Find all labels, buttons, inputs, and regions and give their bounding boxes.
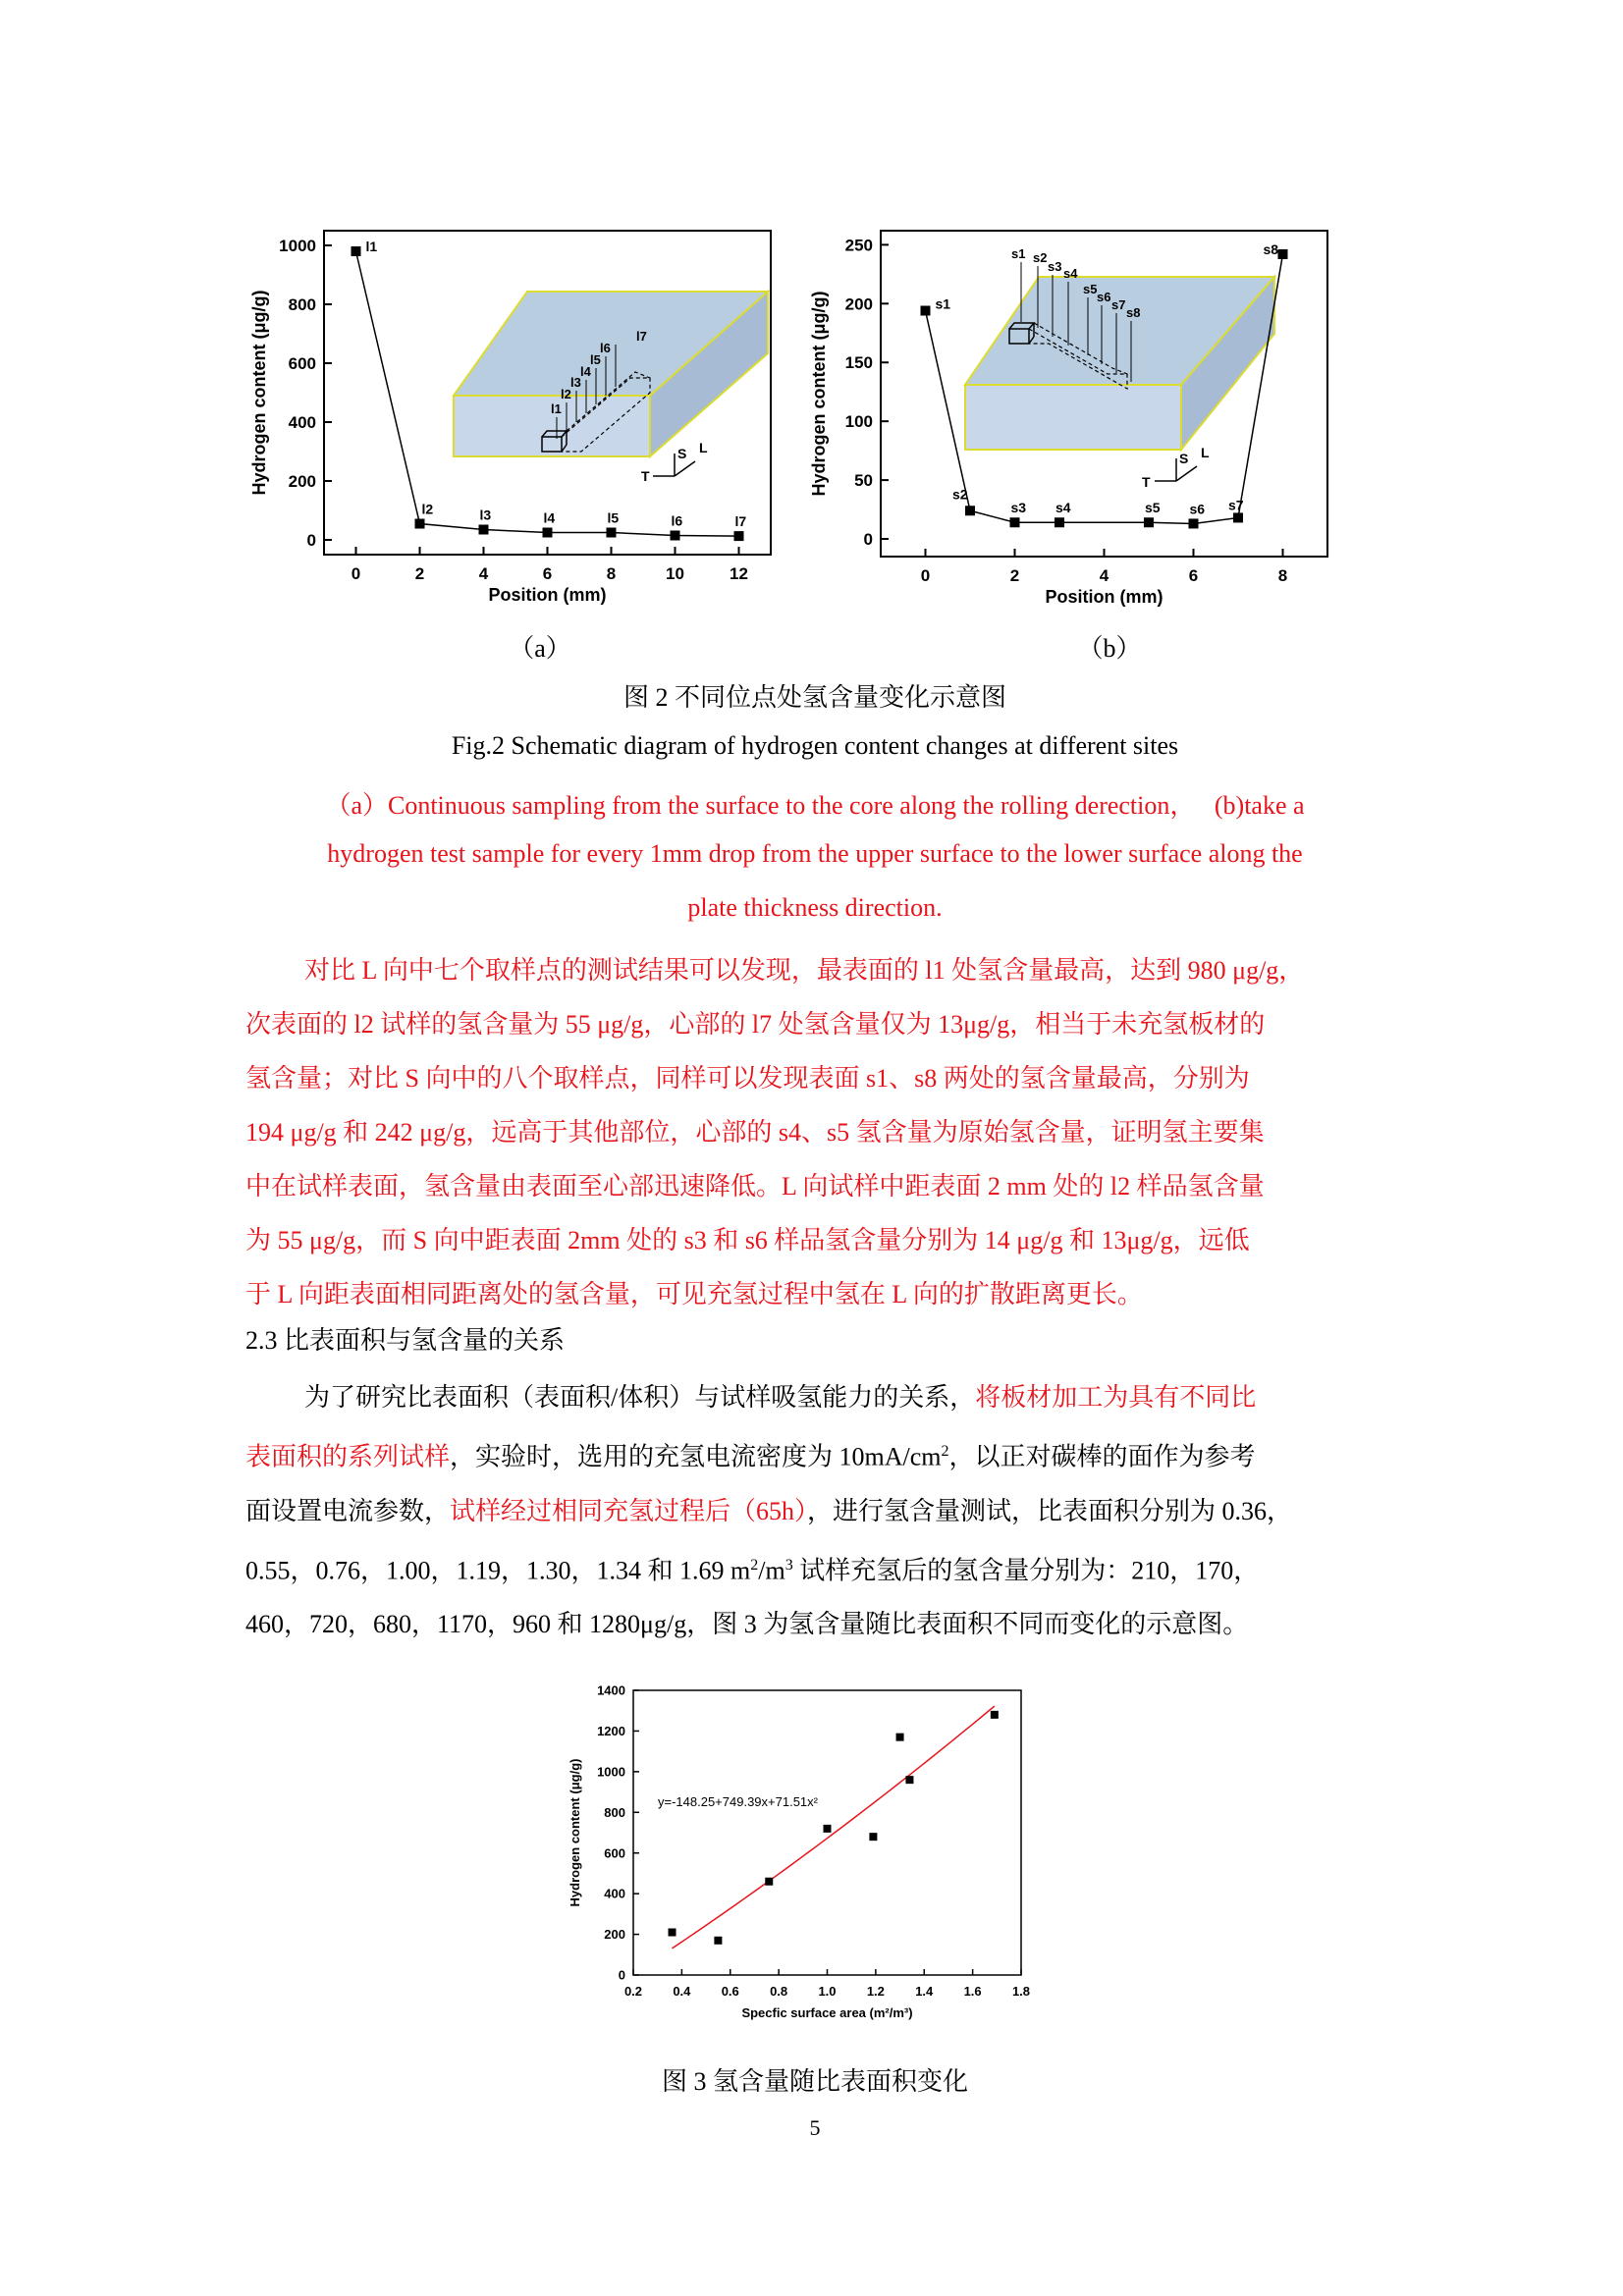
paragraph-line: 次表面的 l2 试样的氢含量为 55 μg/g，心部的 l7 处氢含量仅为 13μg/g，相当于未充氢板材的 [245, 1010, 1266, 1039]
p2-text-red: 将板材加工为具有不同比 [975, 1383, 1257, 1412]
x-tick-label: 1.8 [1011, 1984, 1031, 1999]
inset-a-label: l4 [580, 364, 591, 379]
x-tick-label: 0 [920, 566, 931, 585]
inset-axis-s: S [1179, 451, 1189, 466]
y-tick-label: 800 [288, 294, 316, 314]
inset-a-label: l5 [590, 352, 601, 367]
data-point [352, 246, 361, 256]
y-tick-label: 0 [863, 529, 873, 549]
y-tick-label: 250 [844, 236, 873, 255]
data-point [415, 519, 425, 529]
y-tick-label: 600 [288, 353, 316, 373]
y-tick-label: 0 [618, 1967, 625, 1983]
point-label: s3 [1010, 500, 1027, 516]
y-tick-label: 1000 [597, 1764, 625, 1780]
inset-a-label: l3 [570, 375, 581, 390]
paragraph-line: 中在试样表面，氢含量由表面至心部迅速降低。L 向试样中距表面 2 mm 处的 l2 样品氢含量 [245, 1172, 1265, 1201]
data-point [991, 1711, 999, 1719]
inset-a-label: l7 [636, 329, 647, 344]
point-label: l5 [607, 509, 620, 526]
paragraph-line: 为 55 μg/g，而 S 向中距表面 2mm 处的 s3 和 s6 样品氢含量分别为 14 μg/g 和 13μg/g，远低 [245, 1226, 1250, 1255]
x-axis-label: Specfic surface area (m²/m³) [741, 2005, 913, 2020]
x-tick-label: 12 [730, 564, 748, 583]
y-tick-label: 1000 [279, 236, 316, 255]
point-label: l2 [421, 501, 434, 517]
x-tick-label: 8 [606, 564, 617, 583]
data-point [1278, 249, 1288, 259]
y-tick-label: 800 [604, 1804, 625, 1820]
data-point [1189, 518, 1199, 528]
p2-sup: 2 [750, 1556, 759, 1574]
y-axis-label: Hydrogen content (μg/g) [809, 291, 829, 497]
inset-axis-t: T [1142, 474, 1151, 490]
p2-sup: 3 [784, 1556, 793, 1574]
p2-text: /m [758, 1556, 785, 1585]
point-label: l4 [543, 509, 556, 526]
paragraph-line: 194 μg/g 和 242 μg/g，远高于其他部位，心部的 s4、s5 氢含量为原始氢含量，证明氢主要集 [245, 1118, 1265, 1147]
x-tick-label: 2 [414, 564, 425, 583]
figure3-caption: 图 3 氢含量随比表面积变化 [661, 2067, 968, 2096]
inset-b-label: s5 [1083, 282, 1098, 296]
panel-a-label: （a） [509, 634, 571, 663]
inset-axis-t: T [641, 468, 650, 484]
point-label: s8 [1263, 240, 1279, 257]
data-point [824, 1825, 832, 1833]
data-point [896, 1734, 904, 1741]
paragraph-line: 氢含量；对比 S 向中的八个取样点，同样可以发现表面 s1、s8 两处的氢含量最高，分别为 [245, 1064, 1250, 1093]
x-tick-label: 1.6 [963, 1984, 982, 1999]
figure2-caption-red-2: hydrogen test sample for every 1mm drop from the upper surface to the lower surface along the [327, 839, 1303, 868]
y-tick-label: 200 [288, 471, 316, 491]
p2-text: ，进行氢含量测试，比表面积分别为 0.36， [807, 1496, 1293, 1525]
data-point [607, 528, 617, 538]
inset-b-label: s7 [1111, 297, 1126, 312]
data-point [479, 525, 489, 535]
point-label: s2 [952, 486, 968, 503]
chart-a-inset [454, 292, 768, 484]
data-point [671, 531, 680, 541]
data-point [921, 306, 931, 316]
data-point [905, 1776, 913, 1784]
y-tick-label: 1400 [597, 1682, 625, 1698]
x-tick-label: 0.2 [623, 1984, 643, 1999]
plot-frame [633, 1690, 1021, 1975]
x-tick-label: 10 [666, 564, 684, 583]
y-tick-label: 50 [854, 471, 873, 491]
inset-axis-l: L [1201, 445, 1210, 460]
inset-b-label: s2 [1033, 250, 1048, 265]
point-label: l6 [671, 512, 683, 529]
p2-text: ，以正对碳棒的面作为参考 [948, 1442, 1256, 1471]
p2-text: 面设置电流参数， [245, 1496, 451, 1525]
x-tick-label: 0.8 [770, 1984, 788, 1999]
p2-sup: 2 [941, 1443, 949, 1460]
point-label: s6 [1189, 501, 1206, 517]
inset-b-label: s3 [1048, 259, 1062, 274]
point-label: s1 [935, 295, 951, 312]
chart-a [245, 211, 795, 623]
point-label: l7 [734, 513, 747, 530]
inset-axis-s: S [677, 446, 687, 461]
page-number: 5 [809, 2115, 821, 2140]
p2-text: 460，720，680，1170，960 和 1280μg/g，图 3 为氢含量随比表面积不同而变化的示意图。 [245, 1610, 1249, 1639]
x-axis-label: Position (mm) [488, 585, 607, 605]
point-label: s5 [1145, 500, 1161, 516]
x-tick-label: 1.4 [915, 1984, 934, 1999]
paragraph-line: 于 L 向距表面相同距离处的氢含量，可见充氢过程中氢在 L 向的扩散距离更长。 [245, 1280, 1143, 1308]
data-point [965, 506, 975, 515]
data-point [734, 531, 744, 541]
panel-b-label: （b） [1077, 634, 1142, 663]
inset-b-label: s8 [1126, 305, 1141, 320]
point-label: l3 [479, 507, 492, 523]
y-tick-label: 0 [306, 530, 316, 550]
x-tick-label: 6 [542, 564, 553, 583]
inset-a-label: l1 [551, 401, 562, 416]
data-point [1010, 517, 1020, 527]
y-axis-label: Hydrogen content (μg/g) [568, 1758, 582, 1907]
x-tick-label: 1.0 [818, 1984, 837, 1999]
x-tick-label: 8 [1277, 566, 1288, 585]
p2-text-red: 试样经过相同充氢过程后（65h） [450, 1496, 808, 1525]
data-point [669, 1929, 676, 1937]
inset-axis-l: L [699, 440, 708, 455]
y-axis-label: Hydrogen content (μg/g) [249, 290, 269, 496]
data-point [714, 1937, 722, 1945]
section-heading: 2.3 比表面积与氢含量的关系 [245, 1326, 566, 1355]
y-tick-label: 150 [844, 353, 873, 373]
data-point [1144, 517, 1154, 527]
x-tick-label: 4 [1099, 566, 1109, 585]
inset-a-label: l6 [600, 341, 611, 355]
point-label: s4 [1055, 500, 1071, 516]
chart-b-inset [965, 246, 1274, 490]
chart-c [560, 1669, 1051, 2052]
y-tick-label: 200 [604, 1927, 625, 1943]
x-tick-label: 0 [351, 564, 361, 583]
point-label: s7 [1228, 497, 1244, 513]
inset-a-label: l2 [561, 387, 571, 401]
point-label: l1 [365, 239, 378, 254]
x-tick-label: 2 [1009, 566, 1020, 585]
p2-text: 0.55，0.76，1.00，1.19，1.30，1.34 和 1.69 m [245, 1556, 751, 1585]
x-tick-label: 0.4 [673, 1984, 691, 1999]
x-axis-label: Position (mm) [1045, 587, 1163, 607]
paragraph-1 [245, 943, 1384, 1321]
inset-b-label: s6 [1097, 290, 1111, 304]
y-tick-label: 1200 [597, 1723, 625, 1738]
p2-text: ，实验时，选用的充氢电流密度为 10mA/cm [450, 1442, 942, 1471]
figure2-caption-red-3: plate thickness direction. [687, 893, 943, 922]
y-tick-label: 400 [288, 412, 316, 432]
chart-b [805, 211, 1355, 623]
data-point [1055, 517, 1064, 527]
y-tick-label: 100 [844, 412, 873, 432]
data-point [1233, 512, 1243, 522]
data-point [543, 528, 553, 538]
figure2-caption-en: Fig.2 Schematic diagram of hydrogen content changes at different sites [451, 731, 1179, 760]
fit-line [673, 1706, 995, 1949]
p2-text-red: 表面积的系列试样 [245, 1442, 451, 1471]
figure2-caption-cn: 图 2 不同位点处氢含量变化示意图 [622, 683, 1006, 712]
inset-b-label: s1 [1011, 246, 1026, 261]
x-tick-label: 0.6 [721, 1984, 739, 1999]
p2-text: 为了研究比表面积（表面积/体积）与试样吸氢能力的关系， [304, 1383, 976, 1412]
y-tick-label: 200 [844, 294, 873, 314]
data-point [869, 1833, 877, 1841]
y-tick-label: 600 [604, 1845, 625, 1861]
inset-b-label: s4 [1063, 266, 1078, 281]
paragraph-line: 对比 L 向中七个取样点的测试结果可以发现，最表面的 l1 处氢含量最高，达到 980 μg/g， [304, 956, 1305, 985]
y-tick-label: 400 [604, 1886, 625, 1901]
x-tick-label: 1.2 [866, 1984, 885, 1999]
p2-text: 试样充氢后的氢含量分别为：210，170， [792, 1556, 1260, 1585]
paragraph-2 [245, 1370, 1384, 1651]
x-tick-label: 6 [1188, 566, 1199, 585]
fit-equation: y=-148.25+749.39x+71.51x² [658, 1794, 818, 1809]
figure2-caption-red-1: （a）Continuous sampling from the surface to the core along the rolling derection， (b)take a [325, 791, 1305, 820]
x-tick-label: 4 [478, 564, 489, 583]
data-point [765, 1878, 773, 1886]
